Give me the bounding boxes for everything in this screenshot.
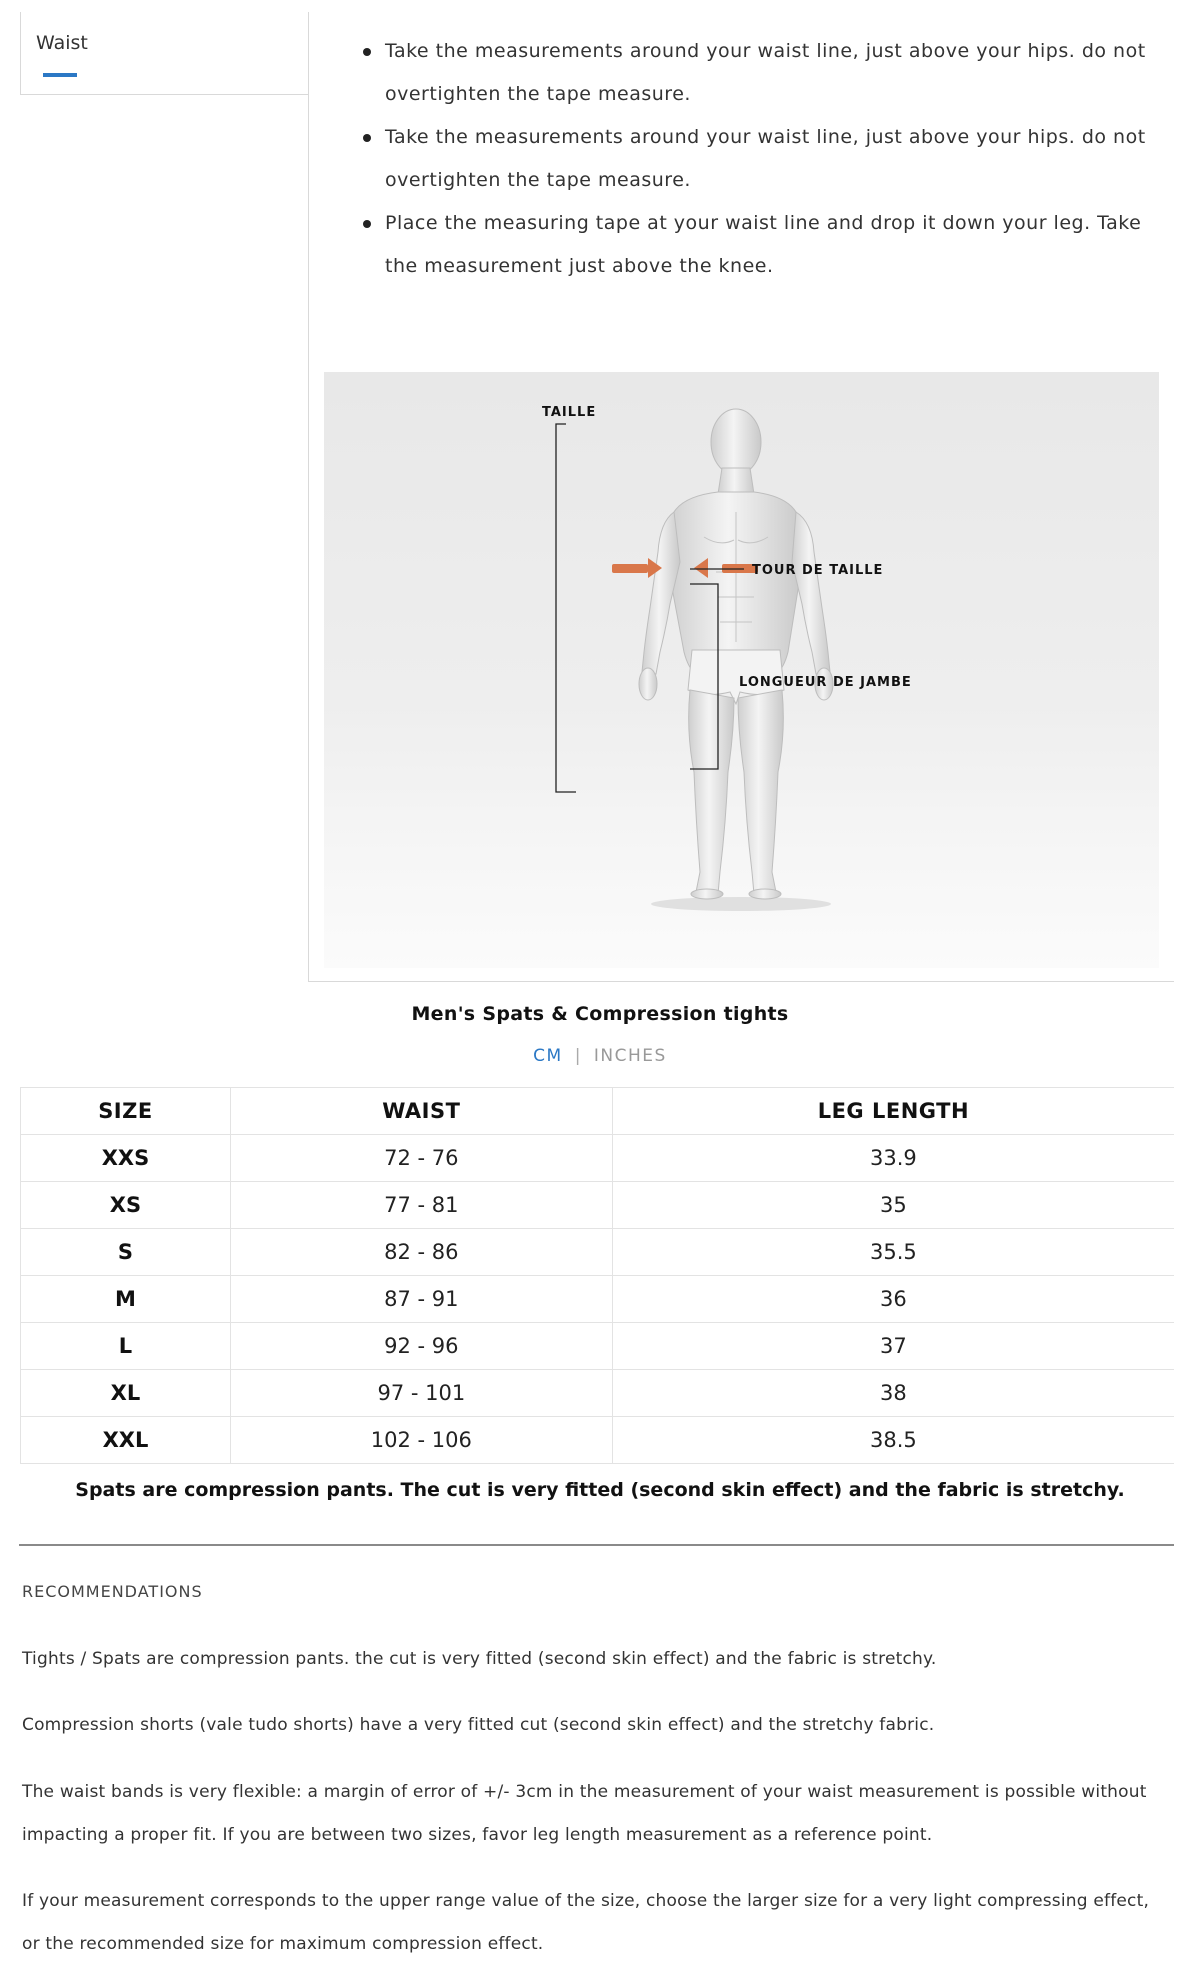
size-cell: L — [21, 1323, 231, 1370]
table-row — [21, 1276, 1175, 1323]
unit-separator: | — [574, 1046, 582, 1066]
section-divider — [19, 1544, 1174, 1546]
table-row — [21, 1370, 1175, 1417]
waist-cell: 102 - 106 — [230, 1417, 612, 1464]
instruction-item: Take the measurements around your waist line, just above your hips. do not overtighten the tape measure. — [361, 30, 1161, 116]
size-cell: XXL — [21, 1417, 231, 1464]
size-chart-table — [20, 1087, 1174, 1464]
unit-inches-button[interactable]: INCHES — [593, 1046, 667, 1066]
instructions-list — [361, 30, 1161, 288]
instruction-item: Place the measuring tape at your waist line and drop it down your leg. Take the measurement just above the knee. — [361, 202, 1161, 288]
label-waist: TOUR DE TAILLE — [752, 563, 884, 578]
recommendation-paragraph: If your measurement corresponds to the upper range value of the size, choose the larger size for a very light compressing effect, or the recommended size for maximum compression effect. — [22, 1891, 1150, 1954]
leg-length-cell: 35 — [612, 1182, 1174, 1229]
header-leg-length: LEG LENGTH — [612, 1088, 1174, 1135]
leg-length-cell: 38 — [612, 1370, 1174, 1417]
leg-length-cell: 38.5 — [612, 1417, 1174, 1464]
recommendations-heading: RECOMMENDATIONS — [22, 1582, 203, 1601]
table-row — [21, 1323, 1175, 1370]
unit-cm-button[interactable]: CM — [533, 1046, 563, 1066]
label-height: TAILLE — [542, 405, 597, 420]
size-cell: M — [21, 1276, 231, 1323]
body-measurement-figure — [324, 372, 1159, 968]
unit-toggle — [0, 1046, 1200, 1066]
recommendation-paragraph: Tights / Spats are compression pants. the cut is very fitted (second skin effect) and the fabric is stretchy. — [22, 1649, 937, 1669]
waist-cell: 72 - 76 — [230, 1135, 612, 1182]
table-row — [21, 1417, 1175, 1464]
header-waist: WAIST — [230, 1088, 612, 1135]
size-cell: S — [21, 1229, 231, 1276]
leg-length-cell: 33.9 — [612, 1135, 1174, 1182]
table-row — [21, 1135, 1175, 1182]
waist-cell: 92 - 96 — [230, 1323, 612, 1370]
header-size: SIZE — [21, 1088, 231, 1135]
size-chart-note: Spats are compression pants. The cut is very fitted (second skin effect) and the fabric is stretchy. — [75, 1479, 1125, 1501]
table-header-row — [21, 1088, 1175, 1135]
size-cell: XXS — [21, 1135, 231, 1182]
size-cell: XL — [21, 1370, 231, 1417]
leg-length-cell: 35.5 — [612, 1229, 1174, 1276]
waist-cell: 82 - 86 — [230, 1229, 612, 1276]
mannequin-illustration — [324, 372, 1159, 968]
recommendation-paragraph: The waist bands is very flexible: a margin of error of +/- 3cm in the measurement of your waist measurement is possible without impacting a proper fit. If you are between two sizes, favor leg length measurement as a reference point. — [22, 1782, 1147, 1845]
table-row — [21, 1229, 1175, 1276]
waist-cell: 77 - 81 — [230, 1182, 612, 1229]
waist-cell: 97 - 101 — [230, 1370, 612, 1417]
tab-active-indicator — [43, 73, 77, 77]
leg-length-cell: 37 — [612, 1323, 1174, 1370]
label-leg-length: LONGUEUR DE JAMBE — [739, 675, 912, 690]
leg-length-cell: 36 — [612, 1276, 1174, 1323]
size-cell: XS — [21, 1182, 231, 1229]
table-row — [21, 1182, 1175, 1229]
tab-waist[interactable] — [20, 12, 308, 95]
waist-cell: 87 - 91 — [230, 1276, 612, 1323]
instruction-item: Take the measurements around your waist line, just above your hips. do not overtighten the tape measure. — [361, 116, 1161, 202]
recommendation-paragraph: Compression shorts (vale tudo shorts) have a very fitted cut (second skin effect) and the stretchy fabric. — [22, 1715, 935, 1735]
size-chart-title: Men's Spats & Compression tights — [411, 1003, 789, 1025]
measurement-guide-panel — [308, 12, 1174, 982]
tab-waist-label: Waist — [36, 32, 88, 54]
